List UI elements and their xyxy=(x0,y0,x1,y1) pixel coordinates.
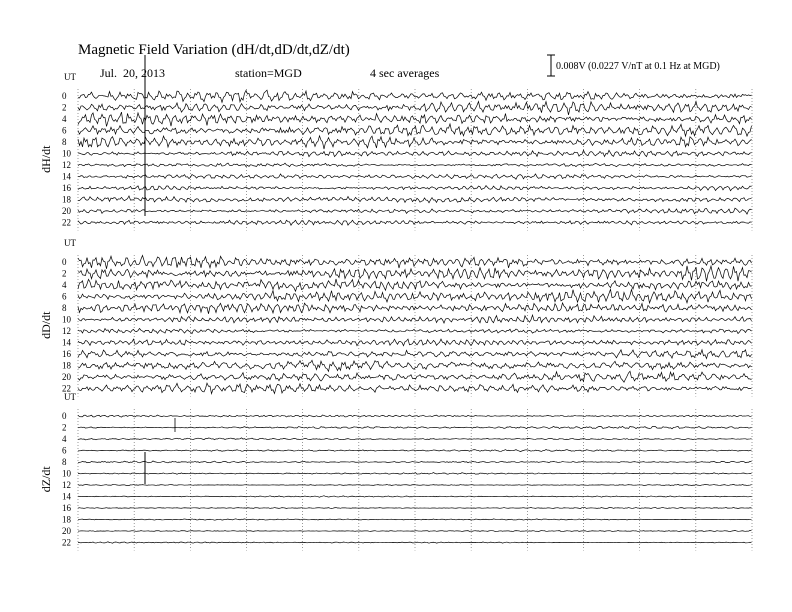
trace-hour-2 xyxy=(78,102,752,115)
trace-hour-0 xyxy=(78,90,752,102)
scale-bar xyxy=(547,55,720,76)
hour-tick-label: 22 xyxy=(62,383,71,394)
panel-label-dD-dt: dD/dt xyxy=(39,311,53,339)
trace-hour-12 xyxy=(78,163,752,167)
panel-dD-dt xyxy=(39,238,752,397)
hour-tick-label: 20 xyxy=(62,526,71,536)
trace-hour-18 xyxy=(78,196,752,203)
hour-tick-label: 8 xyxy=(62,303,67,313)
trace-hour-16 xyxy=(78,186,752,191)
hour-tick-label: 10 xyxy=(62,468,71,479)
hour-tick-label: 16 xyxy=(62,503,71,513)
hour-tick-label: 14 xyxy=(62,491,71,502)
trace-hour-18 xyxy=(78,519,752,520)
hour-tick-label: 2 xyxy=(62,268,67,279)
hour-tick-label: 14 xyxy=(62,171,71,182)
panel-label-dZ-dt: dZ/dt xyxy=(39,466,53,493)
hour-tick-label: 18 xyxy=(62,514,71,525)
hour-tick-label: 2 xyxy=(62,102,67,113)
hour-tick-label: 8 xyxy=(62,457,67,467)
averaging-label: 4 sec averages xyxy=(370,66,440,80)
trace-hour-10 xyxy=(78,473,752,475)
trace-hour-14 xyxy=(78,339,752,346)
trace-hour-16 xyxy=(78,507,752,508)
hour-tick-label: 20 xyxy=(62,372,71,382)
hour-tick-label: 18 xyxy=(62,194,71,205)
panel-dH-dt xyxy=(39,72,752,231)
trace-hour-14 xyxy=(78,496,752,498)
hour-tick-label: 6 xyxy=(62,125,67,136)
chart-title: Magnetic Field Variation (dH/dt,dD/dt,dZ/dt) xyxy=(78,42,350,58)
hour-tick-label: 12 xyxy=(62,480,71,490)
hour-tick-label: 4 xyxy=(62,280,67,290)
trace-hour-0 xyxy=(78,255,752,268)
panel-label-dH-dt: dH/dt xyxy=(39,145,53,173)
hour-tick-label: 4 xyxy=(62,434,67,444)
trace-hour-12 xyxy=(78,328,752,333)
hour-tick-label: 0 xyxy=(62,257,67,267)
panel-dZ-dt xyxy=(39,392,752,551)
hour-tick-label: 22 xyxy=(62,217,71,228)
hour-tick-label: 0 xyxy=(62,91,67,101)
hour-tick-label: 14 xyxy=(62,337,71,348)
hour-tick-label: 10 xyxy=(62,148,71,159)
ut-label: UT xyxy=(64,238,76,248)
ut-label: UT xyxy=(64,392,76,402)
hour-tick-label: 6 xyxy=(62,445,67,456)
hour-tick-label: 2 xyxy=(62,422,67,433)
hour-tick-label: 12 xyxy=(62,160,71,170)
trace-hour-12 xyxy=(78,484,752,485)
trace-hour-20 xyxy=(78,530,752,531)
hour-tick-label: 8 xyxy=(62,137,67,147)
hour-tick-label: 22 xyxy=(62,537,71,548)
trace-hour-14 xyxy=(78,174,752,179)
hour-tick-label: 0 xyxy=(62,411,67,421)
scale-bar-label: 0.008V (0.0227 V/nT at 0.1 Hz at MGD) xyxy=(556,61,720,72)
hour-tick-label: 18 xyxy=(62,360,71,371)
ut-label: UT xyxy=(64,72,76,82)
hour-tick-label: 12 xyxy=(62,326,71,336)
hour-tick-label: 16 xyxy=(62,183,71,193)
trace-hour-4 xyxy=(78,112,752,126)
trace-hour-22 xyxy=(78,542,752,543)
hour-tick-label: 10 xyxy=(62,314,71,325)
station-label: station=MGD xyxy=(235,66,302,80)
date-label: Jul. 20, 2013 xyxy=(100,66,166,80)
trace-hour-8 xyxy=(78,461,752,463)
hour-tick-label: 6 xyxy=(62,291,67,302)
hour-tick-label: 4 xyxy=(62,114,67,124)
hour-tick-label: 20 xyxy=(62,206,71,216)
hour-tick-label: 16 xyxy=(62,349,71,359)
trace-hour-2 xyxy=(78,426,752,428)
